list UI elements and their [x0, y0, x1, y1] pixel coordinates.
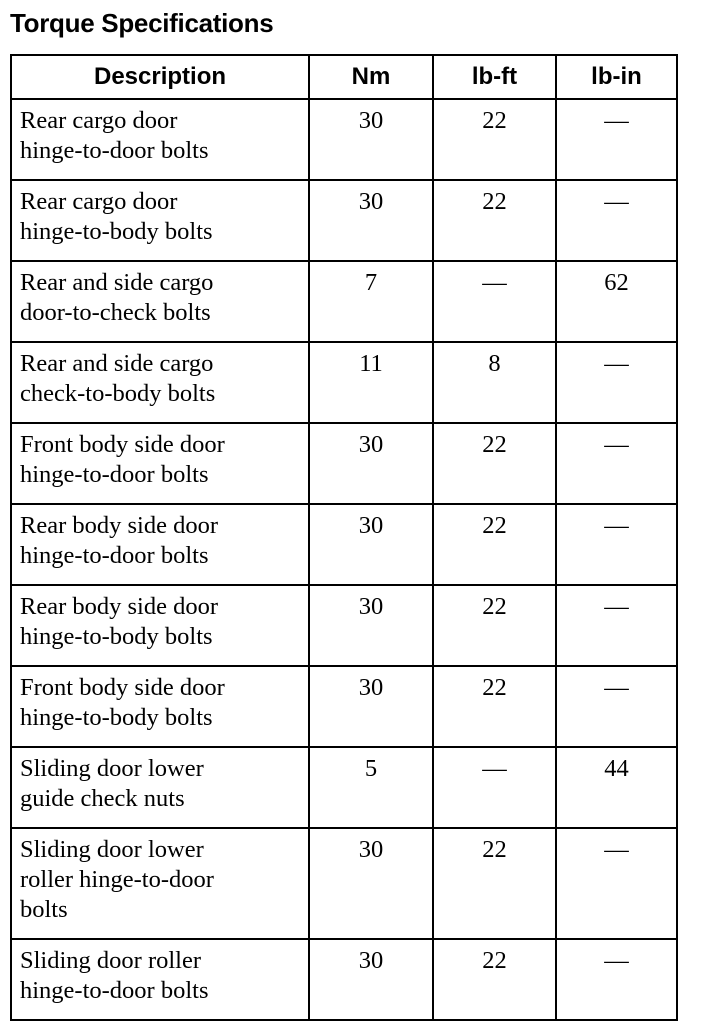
description-cell	[11, 504, 309, 585]
lb-ft-cell: —	[433, 747, 556, 828]
nm-cell: 30	[309, 99, 433, 180]
column-header-nm: Nm	[309, 55, 433, 99]
column-header-description: Description	[11, 55, 309, 99]
column-header-lb-in: lb-in	[556, 55, 677, 99]
lb-ft-cell: 22	[433, 939, 556, 1020]
nm-cell: 30	[309, 423, 433, 504]
lb-in-cell: —	[556, 939, 677, 1020]
description-line: Rear and side cargo	[20, 269, 214, 296]
description-line: Front body side door	[20, 674, 225, 701]
description-line: bolts	[20, 896, 68, 923]
description-line: Sliding door roller	[20, 947, 202, 974]
lb-in-cell: —	[556, 99, 677, 180]
lb-ft-cell: 22	[433, 666, 556, 747]
table-row	[11, 342, 677, 423]
lb-in-cell: —	[556, 666, 677, 747]
description-line: Rear cargo door	[20, 188, 178, 215]
description-line: hinge-to-body bolts	[20, 704, 213, 731]
torque-spec-table	[10, 54, 678, 1021]
description-cell	[11, 666, 309, 747]
nm-cell: 11	[309, 342, 433, 423]
description-line: Sliding door lower	[20, 755, 204, 782]
table-header-row	[11, 55, 677, 99]
nm-cell: 7	[309, 261, 433, 342]
page-title: Torque Specifications	[10, 8, 274, 38]
description-line: Front body side door	[20, 431, 225, 458]
description-line: door-to-check bolts	[20, 299, 211, 326]
nm-cell: 30	[309, 180, 433, 261]
description-line: Sliding door lower	[20, 836, 204, 863]
table-row	[11, 585, 677, 666]
lb-in-cell: —	[556, 828, 677, 939]
lb-ft-cell: 22	[433, 99, 556, 180]
nm-cell: 30	[309, 939, 433, 1020]
description-cell	[11, 180, 309, 261]
description-line: guide check nuts	[20, 785, 185, 812]
description-line: Rear and side cargo	[20, 350, 214, 377]
description-line: hinge-to-body bolts	[20, 218, 213, 245]
lb-in-cell: 44	[556, 747, 677, 828]
column-header-lb-ft: lb-ft	[433, 55, 556, 99]
description-line: hinge-to-body bolts	[20, 623, 213, 650]
lb-in-cell: —	[556, 585, 677, 666]
table-row	[11, 747, 677, 828]
table-body	[11, 99, 677, 1020]
description-line: check-to-body bolts	[20, 380, 216, 407]
table-row	[11, 180, 677, 261]
lb-ft-cell: —	[433, 261, 556, 342]
description-cell	[11, 939, 309, 1020]
description-line: hinge-to-door bolts	[20, 137, 209, 164]
description-line: Rear body side door	[20, 593, 218, 620]
description-line: hinge-to-door bolts	[20, 461, 209, 488]
description-cell	[11, 342, 309, 423]
table-row	[11, 423, 677, 504]
lb-in-cell: —	[556, 342, 677, 423]
table-row	[11, 504, 677, 585]
lb-in-cell: 62	[556, 261, 677, 342]
table-row	[11, 939, 677, 1020]
nm-cell: 30	[309, 585, 433, 666]
lb-in-cell: —	[556, 423, 677, 504]
lb-ft-cell: 22	[433, 423, 556, 504]
description-cell	[11, 423, 309, 504]
description-line: Rear cargo door	[20, 107, 178, 134]
description-cell	[11, 99, 309, 180]
table-row	[11, 666, 677, 747]
description-cell	[11, 828, 309, 939]
description-line: hinge-to-door bolts	[20, 542, 209, 569]
lb-ft-cell: 22	[433, 504, 556, 585]
lb-in-cell: —	[556, 180, 677, 261]
nm-cell: 30	[309, 828, 433, 939]
lb-in-cell: —	[556, 504, 677, 585]
nm-cell: 30	[309, 666, 433, 747]
description-line: Rear body side door	[20, 512, 218, 539]
description-line: hinge-to-door bolts	[20, 977, 209, 1004]
lb-ft-cell: 22	[433, 828, 556, 939]
description-cell	[11, 261, 309, 342]
lb-ft-cell: 22	[433, 585, 556, 666]
table-row	[11, 828, 677, 939]
table-row	[11, 99, 677, 180]
lb-ft-cell: 22	[433, 180, 556, 261]
lb-ft-cell: 8	[433, 342, 556, 423]
nm-cell: 5	[309, 747, 433, 828]
description-cell	[11, 585, 309, 666]
description-line: roller hinge-to-door	[20, 866, 214, 893]
description-cell	[11, 747, 309, 828]
nm-cell: 30	[309, 504, 433, 585]
table-row	[11, 261, 677, 342]
